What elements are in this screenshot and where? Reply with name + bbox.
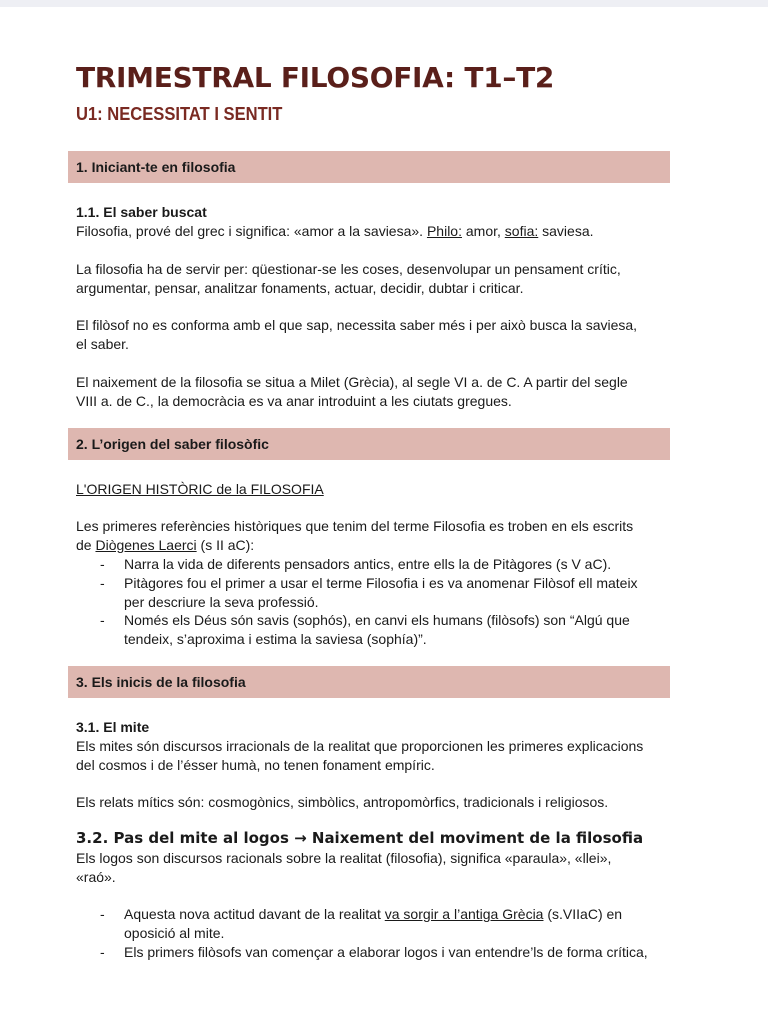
paragraph-1-4-line-2: VIII a. de C., la democràcia es va anar introduint a les ciutats gregues. <box>76 393 512 409</box>
paragraph-1-1-part-c: saviesa. <box>538 223 594 239</box>
section-heading-1 <box>68 151 670 183</box>
paragraph-1-1-part-b: amor, <box>461 223 505 239</box>
document-title: TRIMESTRAL FILOSOFIA: T1–T2 <box>76 61 555 94</box>
list-item-part-a: Aquesta nova actitud davant de la realitat <box>124 906 385 922</box>
list-item: Només els Déus són savis (sophós), en canvi els humans (filòsofs) son “Algú que <box>124 612 630 628</box>
paragraph-1-2-line-2: argumentar, pensar, analitzar fonaments, actuar, decidir, dubtar i criticar. <box>76 280 524 296</box>
paragraph-1-1-part-a: Filosofia, prové del grec i significa: «amor a la saviesa». <box>76 223 427 239</box>
bullet-dash: - <box>100 612 105 628</box>
list-item-part-b: (s.VIIaC) en <box>543 906 623 922</box>
bullet-dash: - <box>100 906 105 922</box>
diogenes-link: Diògenes Laerci <box>95 537 197 553</box>
list-item: Narra la vida de diferents pensadors antics, entre ells la de Pitàgores (s V aC). <box>124 556 612 572</box>
bullet-dash: - <box>100 944 105 960</box>
paragraph-3-2: Els relats mítics són: cosmogònics, simbòlics, antropomòrfics, tradicionals i religiosos. <box>76 794 609 810</box>
philo-term: Philo: <box>426 223 462 239</box>
paragraph-1-3-line-1: El filòsof no es conforma amb el que sap, necessita saber més i per això busca la saviesa, <box>76 317 638 333</box>
section-heading-2 <box>68 428 670 460</box>
document-subtitle: U1: NECESSITAT I SENTIT <box>76 104 283 124</box>
list-item-continuation: oposició al mite. <box>124 925 225 941</box>
list-item-continuation: per descriure la seva professió. <box>124 594 319 610</box>
paragraph-1-3-line-2: el saber. <box>76 336 129 352</box>
document-page <box>0 7 768 1024</box>
top-strip <box>0 0 768 7</box>
subheading-3-2: 3.2. Pas del mite al logos → Naixement del moviment de la filosofia <box>76 829 644 847</box>
section-heading-3 <box>68 666 670 698</box>
paragraph-2-1-part-b: (s II aC): <box>196 537 255 553</box>
bullet-dash: - <box>100 556 105 572</box>
sofia-term: sofia: <box>504 223 539 239</box>
paragraph-1-1 <box>76 222 594 241</box>
section-heading-1-text: 1. Iniciant-te en filosofia <box>76 159 236 175</box>
paragraph-3-1-line-1: Els mites són discursos irracionals de la realitat que proporcionen les primeres explicacions <box>76 738 644 754</box>
list-item-continuation: tendeix, s’aproxima i estima la saviesa (sophía)”. <box>124 631 427 647</box>
section-heading-3-text: 3. Els inicis de la filosofia <box>76 674 246 690</box>
subheading-1-1: 1.1. El saber buscat <box>76 204 207 220</box>
list-item: Els primers filòsofs van començar a elaborar logos i van entendre’ls de forma crítica, <box>124 944 648 960</box>
paragraph-1-2-line-1: La filosofia ha de servir per: qüestionar-se les coses, desenvolupar un pensament crític, <box>76 261 621 277</box>
paragraph-2-1-line-2 <box>76 536 254 555</box>
paragraph-1-4-line-1: El naixement de la filosofia se situa a Milet (Grècia), al segle VI a. de C. A partir del segle <box>76 374 628 390</box>
subheading-3-1: 3.1. El mite <box>76 719 150 735</box>
ancient-greece-link: va sorgir a l’antiga Grècia <box>384 906 544 922</box>
historical-origin-heading: L'ORIGEN HISTÒRIC de la FILOSOFIA <box>76 481 324 497</box>
paragraph-3-3-line-2: «raó». <box>76 869 116 885</box>
paragraph-2-1-part-a: de <box>76 537 96 553</box>
paragraph-3-1-line-2: del cosmos i de l’ésser humà, no tenen fonament empíric. <box>76 757 435 773</box>
bullet-dash: - <box>100 575 105 591</box>
list-item <box>124 905 622 924</box>
list-item: Pitàgores fou el primer a usar el terme Filosofia i es va anomenar Filòsof ell mateix <box>124 575 638 591</box>
section-heading-2-text: 2. L’origen del saber filosòfic <box>76 436 269 452</box>
paragraph-2-1-line-1: Les primeres referències històriques que tenim del terme Filosofia es troben en els escrits <box>76 518 634 534</box>
paragraph-3-3-line-1: Els logos son discursos racionals sobre la realitat (filosofia), significa «paraula», «llei», <box>76 850 612 866</box>
